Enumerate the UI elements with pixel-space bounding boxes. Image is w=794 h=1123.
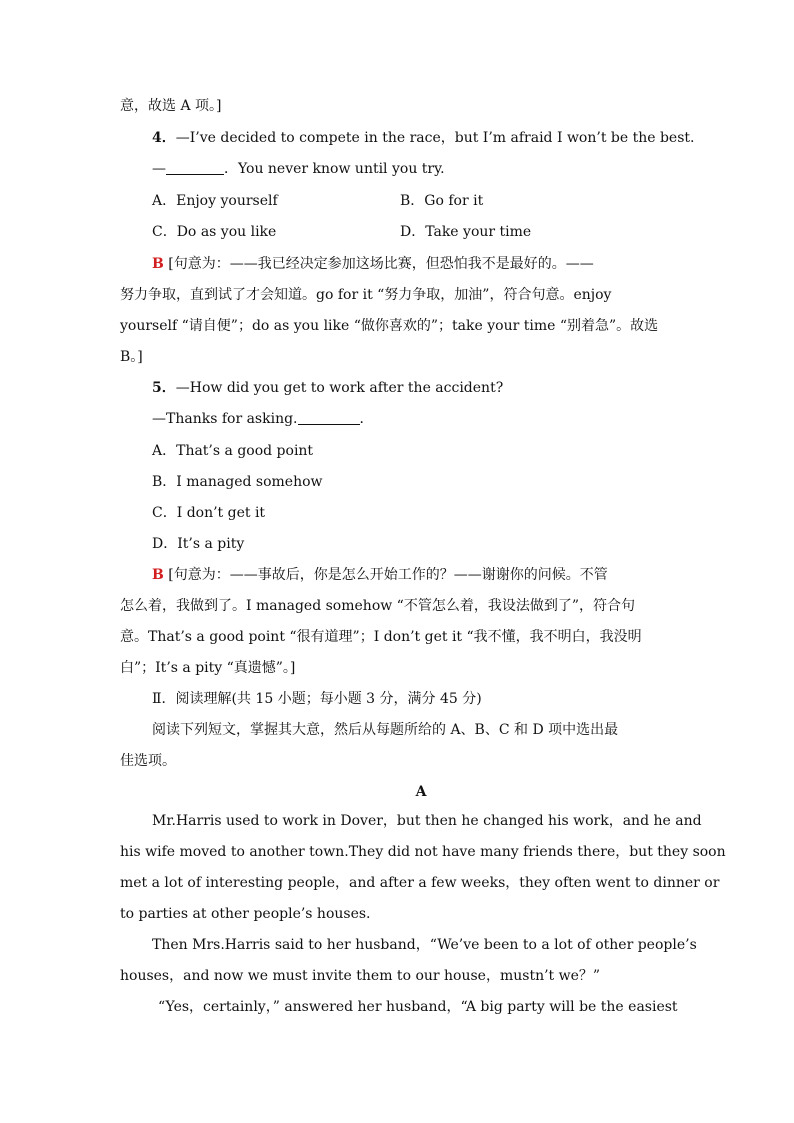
answer-blank — [298, 410, 360, 425]
passage-line: met a lot of interesting people，and after a few weeks，they often went to dinner or — [120, 875, 720, 891]
answer-key: B — [152, 567, 164, 583]
explanation-line: 努力争取，直到试了才会知道。go for it “努力争取，加油”，符合句意。enjoy — [120, 287, 612, 303]
explanation-text: [句意为：——我已经决定参加这场比赛，但恐怕我不是最好的。—— — [168, 256, 594, 272]
question-4 — [0, 128, 794, 148]
explanation-line: 白”；It’s a pity “真遗憾”。] — [120, 660, 296, 676]
option-a: A．Enjoy yourself — [152, 193, 278, 209]
period: ． — [359, 411, 374, 427]
option-b: B．Go for it — [400, 193, 484, 209]
question-5-reply — [0, 409, 794, 429]
question-text: —I’ve decided to compete in the race，but I’m afraid I won’t be the best. — [175, 130, 695, 146]
option-c: C．Do as you like — [152, 224, 277, 240]
option-b: B．I managed somehow — [152, 474, 323, 490]
section-heading: Ⅱ．阅读理解(共 15 小题；每小题 3 分，满分 45 分) — [152, 691, 482, 707]
passage-line: Then Mrs.Harris said to her husband，“We’ve been to a lot of other people’s — [152, 937, 697, 953]
explanation-line — [0, 565, 794, 585]
explanation-text: [句意为：——事故后，你是怎么开始工作的？——谢谢你的问候。不管 — [168, 567, 608, 583]
question-4-reply — [0, 159, 794, 179]
option-c: C．I don’t get it — [152, 505, 266, 521]
passage-line: his wife moved to another town.They did not have many friends there，but they soon — [120, 844, 726, 860]
option-d: D．It’s a pity — [152, 536, 245, 552]
question-number: 5． — [152, 380, 176, 396]
instruction-line: 佳选项。 — [120, 753, 176, 769]
dash: — — [152, 161, 166, 177]
question-5 — [0, 378, 794, 398]
passage-line: Mr.Harris used to work in Dover，but then he changed his work，and he and — [152, 813, 702, 829]
question-text: —How did you get to work after the accident? — [175, 380, 504, 396]
explanation-line: 意。That’s a good point “很有道理”；I don’t get it “我不懂，我不明白，我没明 — [120, 629, 642, 645]
passage-line: to parties at other people’s houses. — [120, 906, 371, 922]
question-number: 4． — [152, 130, 176, 146]
passage-label: A — [415, 784, 427, 800]
explanation-line: 怎么着，我做到了。I managed somehow “不管怎么着，我设法做到了”，符合句 — [120, 598, 635, 614]
reply-text: —Thanks for asking. — [152, 411, 298, 427]
instruction-line: 阅读下列短文，掌握其大意，然后从每题所给的 A、B、C 和 D 项中选出最 — [152, 722, 619, 738]
explanation-line — [0, 254, 794, 274]
passage-line: “Yes，certainly，” answered her husband，“A big party will be the easiest — [158, 999, 678, 1015]
answer-blank — [166, 160, 224, 175]
explanation-line: B。] — [120, 349, 143, 365]
option-d: D．Take your time — [400, 224, 532, 240]
answer-key: B — [152, 256, 164, 272]
passage-line: houses，and now we must invite them to our house，mustn’t we？” — [120, 968, 601, 984]
reply-text: ．You never know until you try. — [224, 161, 445, 177]
explanation-line: yourself “请自便”；do as you like “做你喜欢的”；take your time “别着急”。故选 — [120, 318, 659, 334]
option-a: A．That’s a good point — [152, 443, 314, 459]
text-line: 意，故选 A 项。] — [120, 98, 222, 114]
